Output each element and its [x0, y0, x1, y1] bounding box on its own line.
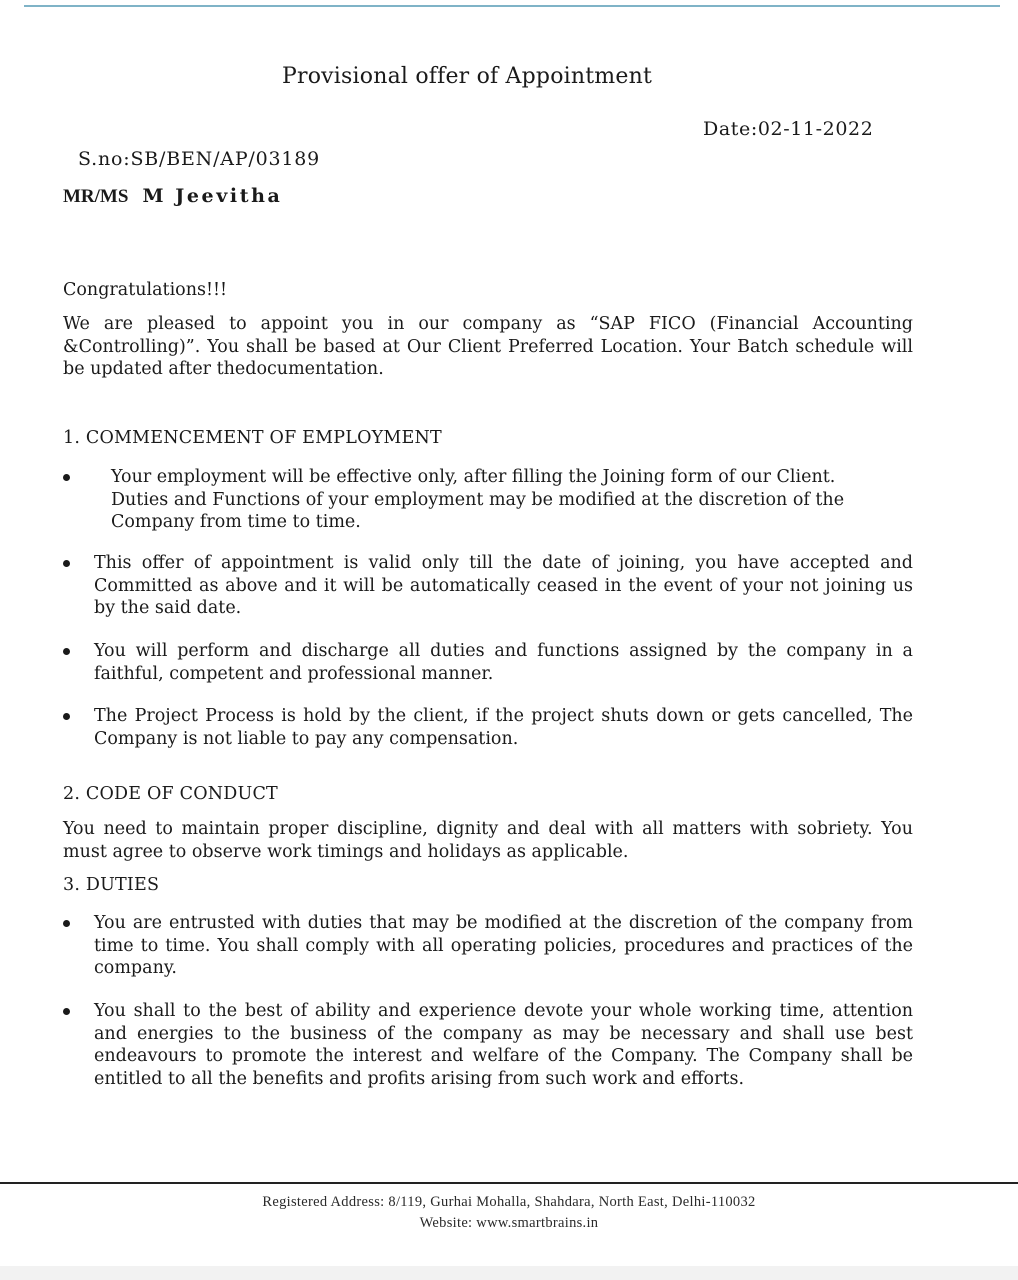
bullet-dot [63, 1008, 70, 1015]
footer-address: Registered Address: 8/119, Gurhai Mohalla, Shahdara, North East, Delhi-110032 [262, 1194, 756, 1210]
conduct-paragraph: You need to maintain proper discipline, dignity and deal with all matters with sobriety. You must agree to observe work timings and holidays as applicable. [63, 819, 913, 862]
commencement-bullet-2: This offer of appointment is valid only till the date of joining, you have accepted and Committed as above and it will be automatically ceased in the event of your not joining us by the said date. [94, 553, 913, 618]
footer-rule [0, 1182, 1018, 1184]
bullet-dot [63, 920, 70, 927]
header-rule [24, 5, 1000, 7]
section-heading-conduct: 2. CODE OF CONDUCT [63, 784, 278, 804]
footer-website: Website: www.smartbrains.in [419, 1215, 599, 1231]
document-title: Provisional offer of Appointment [282, 64, 652, 89]
recipient [63, 185, 282, 208]
bullet-dot [63, 713, 70, 720]
commencement-bullet-3: You will perform and discharge all duties and functions assigned by the company in a faithful, competent and professional manner. [94, 641, 913, 684]
serial-number: S.no:SB/BEN/AP/03189 [78, 148, 321, 170]
bullet-dot [63, 560, 70, 567]
intro-paragraph: We are pleased to appoint you in our company as “SAP FICO (Financial Accounting &Controlling)”. You shall be based at Our Client Preferred Location. Your Batch schedule will be updated after thedocumentation. [63, 314, 913, 379]
duties-bullet-2: You shall to the best of ability and experience devote your whole working time, attention and energies to the business of the company as may be necessary and shall use best endeavours to promote the interest and welfare of the Company. The Company shall be entitled to all the benefits and profits arising from such work and efforts. [94, 1001, 913, 1089]
bullet-dot [63, 474, 70, 481]
document-date: Date:02-11-2022 [703, 118, 874, 140]
commencement-bullet-1: Your employment will be effective only, after filling the Joining form of our Client. Duties and Functions of your employment may be modified at the discretion of the Company from time to time. [111, 467, 845, 532]
section-heading-duties: 3. DUTIES [63, 875, 160, 895]
recipient-salutation: MR/MS [63, 186, 129, 207]
page-bottom-band [0, 1266, 1018, 1280]
recipient-name: M Jeevitha [142, 185, 283, 207]
duties-bullet-1: You are entrusted with duties that may be modified at the discretion of the company from time to time. You shall comply with all operating policies, procedures and practices of the company. [94, 913, 913, 978]
greeting: Congratulations!!! [63, 280, 228, 300]
commencement-bullet-4: The Project Process is hold by the client, if the project shuts down or gets cancelled, The Company is not liable to pay any compensation. [94, 706, 913, 749]
section-heading-commencement: 1. COMMENCEMENT OF EMPLOYMENT [63, 428, 442, 448]
bullet-dot [63, 648, 70, 655]
